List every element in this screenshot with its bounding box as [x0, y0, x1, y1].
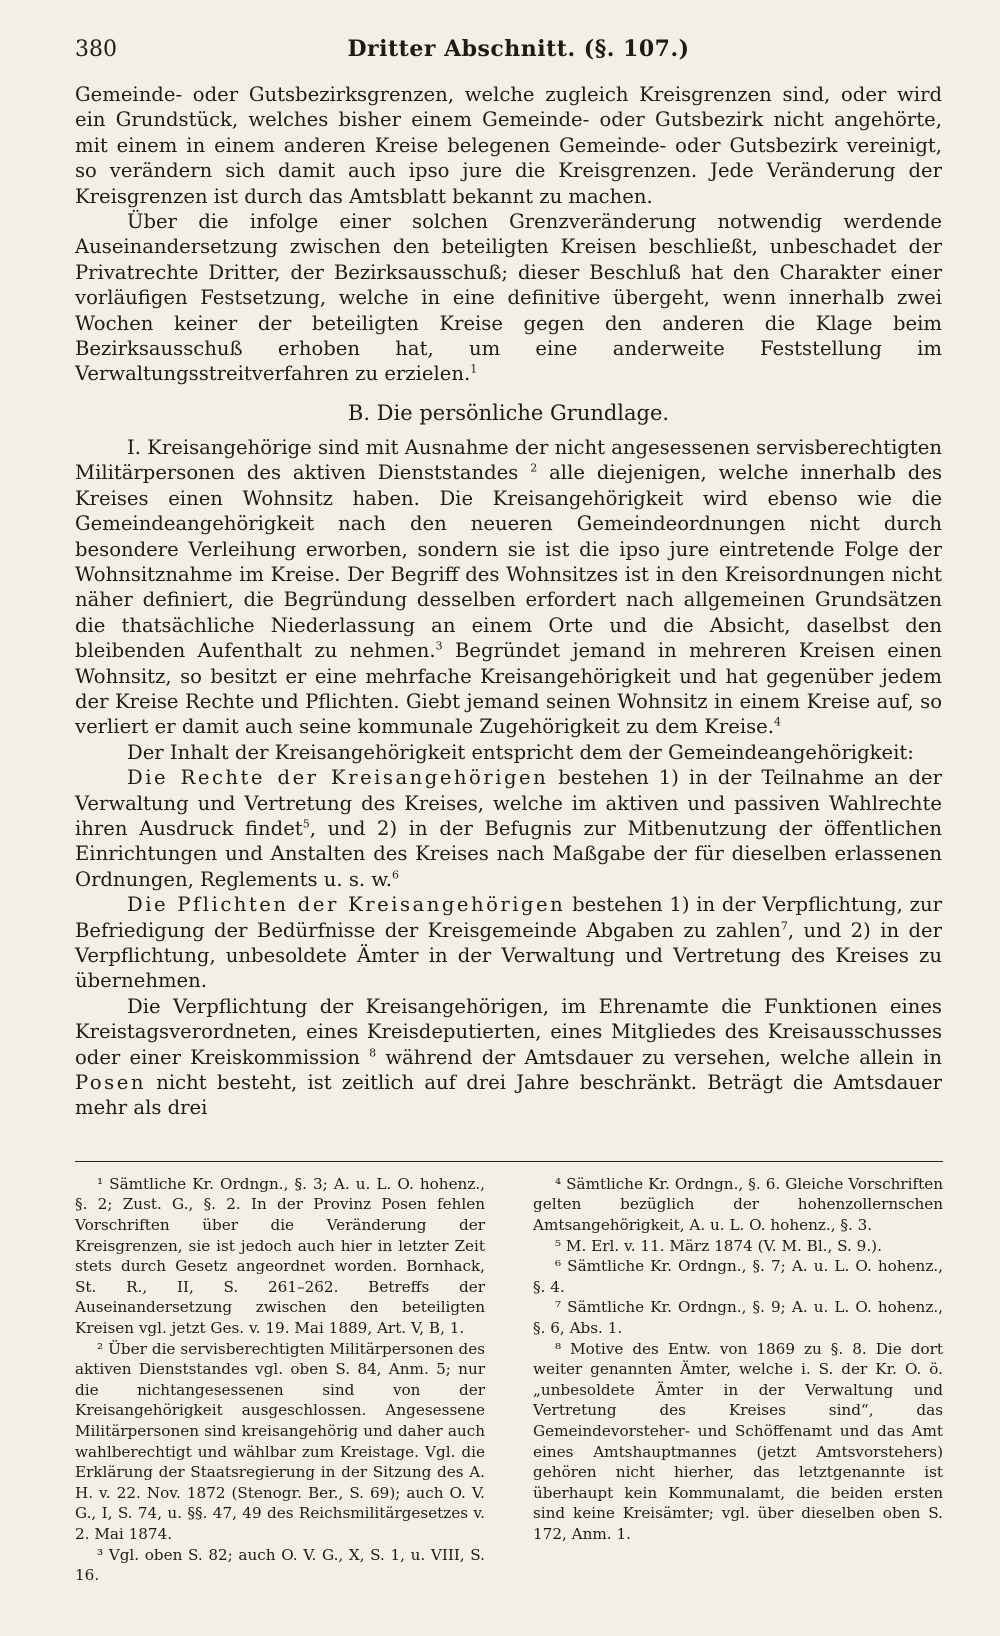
footnotes-right-column — [533, 1174, 943, 1586]
footnote-mark: 7 — [780, 919, 788, 933]
page-number: 380 — [75, 37, 117, 62]
paragraph-verpflichtung: Die Verpflichtung der Kreisangehörigen, im Ehrenamte die Funktionen eines Kreistagsverordneten, eines Kreisdeputierten, eines Mitgliedes des Kreisausschusses oder einer Kreiskommission $^8$ während der Amtsdauer zu versehen, welche allein in Posen nicht besteht, ist zeitlich auf drei Jahre beschränkt. Beträgt die Amtsdauer mehr als drei — [75, 994, 942, 1120]
footnote-1: ¹ Sämtliche Kr. Ordngn., §. 3; A. u. L. O. hohenz., §. 2; Zust. G., §. 2. In der Provinz Posen fehlen Vorschriften über die Veränderung der Kreisgrenzen, sie ist jedoch auch hier in letzter Zeit stets durch Gesetz angeordnet worden. Bornhack, St. R., II, S. 261–262. Betreffs der Auseinandersetzung zwischen den beteiligten Kreisen vgl. jetzt Ges. v. 19. Mai 1889, Art. V, B, 1. — [75, 1174, 485, 1337]
footnote-8: ⁸ Motive des Entw. von 1869 zu §. 8. Die dort weiter genannten Ämter, welche i. S. der Kr. O. ö. „unbesoldete Ämter in der Verwaltung und Vertretung des Kreises sind“, das Gemeindevorsteher- und Schöffenamt und das Amt eines Amtshauptmannes (jetzt Amtsvorstehers) gehören nicht hierher, das letztgenannte ist überhaupt kein Kommunalamt, die beiden ersten sind keine Kreisämter; vgl. über dieselben oben S. 172, Anm. 1. — [533, 1339, 943, 1543]
footnote-mark: 6 — [392, 868, 400, 882]
footnote-mark: 3 — [435, 639, 443, 653]
term-pflichten: Die Pflichten der Kreisangehörigen — [127, 893, 566, 917]
footnote-mark: 4 — [773, 715, 781, 729]
footnote-mark: 2 — [530, 461, 538, 475]
paragraph-pflichten: Die Pflichten der Kreisangehörigen bestehen 1) in der Verpflichtung, zur Befriedigung der Bedürfnisse der Kreisgemeinde Abgaben zu zahlen$^7$, und 2) in der Verpflichtung, unbesoldete Ämter in der Verwaltung und Vertretung des Kreises zu übernehmen. — [75, 893, 942, 993]
main-text — [75, 82, 942, 1121]
paragraph-continuation: Gemeinde- oder Gutsbezirksgrenzen, welche zugleich Kreisgrenzen sind, oder wird ein Grundstück, welches bisher einem Gemeinde- oder Gutsbezirk nicht angehörte, mit einem in einem anderen Kreise belegenen Gemeinde- oder Gutsbezirk vereinigt, so verändern sich damit auch ipso jure die Kreisgrenzen. Jede Veränderung der Kreisgrenzen ist durch das Amtsblatt bekannt zu machen. — [75, 83, 942, 208]
paragraph-auseinandersetzung: Über die infolge einer solchen Grenzveränderung notwendig werdende Auseinandersetzung zwischen den beteiligten Kreisen beschließt, unbeschadet der Privatrechte Dritter, der Bezirksausschuß; dieser Beschluß hat den Charakter einer vorläufigen Festsetzung, welche in eine definitive übergeht, wenn innerhalb zwei Wochen keiner der beteiligten Kreise gegen den anderen die Klage beim Bezirksausschuß erhoben hat, um eine anderweite Feststellung im Verwaltungsstreitverfahren zu erzielen.$^1$ — [75, 210, 942, 386]
footnote-separator — [75, 1161, 943, 1162]
footnote-7: ⁷ Sämtliche Kr. Ordngn., §. 9; A. u. L. O. hohenz., §. 6, Abs. 1. — [533, 1298, 943, 1337]
footnote-mark: 8 — [369, 1046, 377, 1060]
running-title: Dritter Abschnitt. (§. 107.) — [347, 36, 690, 62]
term-posen: Posen — [75, 1071, 146, 1095]
footnote-mark: 5 — [302, 817, 310, 831]
footnote-2: ² Über die servisberechtigten Militärpersonen des aktiven Dienststandes vgl. oben S. 84, Anm. 5; nur die nichtangesessenen sind von der Kreisangehörigkeit ausgeschlossen. Angesessene Militärpersonen sind kreisangehörig und daher auch wahlberechtigt und wählbar zum Kreistage. Vgl. die Erklärung der Staatsregierung in der Sitzung des A. H. v. 22. Nov. 1872 (Stenogr. Ber., S. 69); auch O. V. G., I, S. 74, u. §§. 47, 49 des Reichsmilitärgesetzes v. 2. Mai 1874. — [75, 1339, 485, 1543]
paragraph-kreisangehoerige: I. Kreisangehörige sind mit Ausnahme der nicht angesessenen servisberechtigten Militärpersonen des aktiven Dienststandes $^2$ alle diejenigen, welche innerhalb des Kreises einen Wohnsitz haben. Die Kreisangehörigkeit wird ebenso wie die Gemeindeangehörigkeit nach den neueren Gemeindeordnungen nicht durch besondere Verleihung erworben, sondern sie ist die ipso jure eintretende Folge der Wohnsitznahme im Kreise. Der Begriff des Wohnsitzes ist in den Kreisordnungen nicht näher definiert, die Begründung desselben erfordert nach allgemeinen Grundsätzen die thatsächliche Niederlassung an einem Orte und die Absicht, daselbst den bleibenden Aufenthalt zu nehmen.$^3$ Begründet jemand in mehreren Kreisen einen Wohnsitz, so besitzt er eine mehrfache Kreisangehörigkeit und hat gegenüber jedem der Kreise Rechte und Pflichten. Giebt jemand seinen Wohnsitz in einem Kreise auf, so verliert er damit auch seine kommunale Zugehörigkeit zu dem Kreise.$^4$ — [75, 435, 943, 739]
footnotes-left-column — [75, 1174, 485, 1586]
paragraph-rechte: Die Rechte der Kreisangehörigen bestehen 1) in der Teilnahme an der Verwaltung und Vertretung des Kreises, welche im aktiven und passiven Wahlrechte ihren Ausdruck findet$^5$, und 2) in der Befugnis zur Mitbenutzung der öffentlichen Einrichtungen und Anstalten des Kreises nach Maßgabe der für dieselben erlassenen Ordnungen, Reglements u. s. w.$^6$ — [75, 766, 942, 891]
section-heading: B. Die persönliche Grundlage. — [347, 400, 670, 425]
footnote-3: ³ Vgl. oben S. 82; auch O. V. G., X, S. 1, u. VIII, S. 16. — [75, 1545, 485, 1585]
footnote-4: ⁴ Sämtliche Kr. Ordngn., §. 6. Gleiche Vorschriften gelten bezüglich der hohenzollernschen Amtsangehörigkeit, A. u. L. O. hohenz., §. 3. — [533, 1174, 943, 1235]
paragraph-inhalt: Der Inhalt der Kreisangehörigkeit entspricht dem der Gemeindeangehörigkeit: — [127, 740, 914, 764]
footnote-6: ⁶ Sämtliche Kr. Ordngn., §. 7; A. u. L. O. hohenz., §. 4. — [533, 1257, 943, 1296]
footnote-5: ⁵ M. Erl. v. 11. März 1874 (V. M. Bl., S. 9.). — [555, 1236, 882, 1255]
footnote-mark: 1 — [470, 362, 478, 376]
footnotes — [75, 1174, 943, 1586]
page-header — [75, 36, 942, 82]
term-rechte: Die Rechte der Kreisangehörigen — [127, 766, 549, 790]
